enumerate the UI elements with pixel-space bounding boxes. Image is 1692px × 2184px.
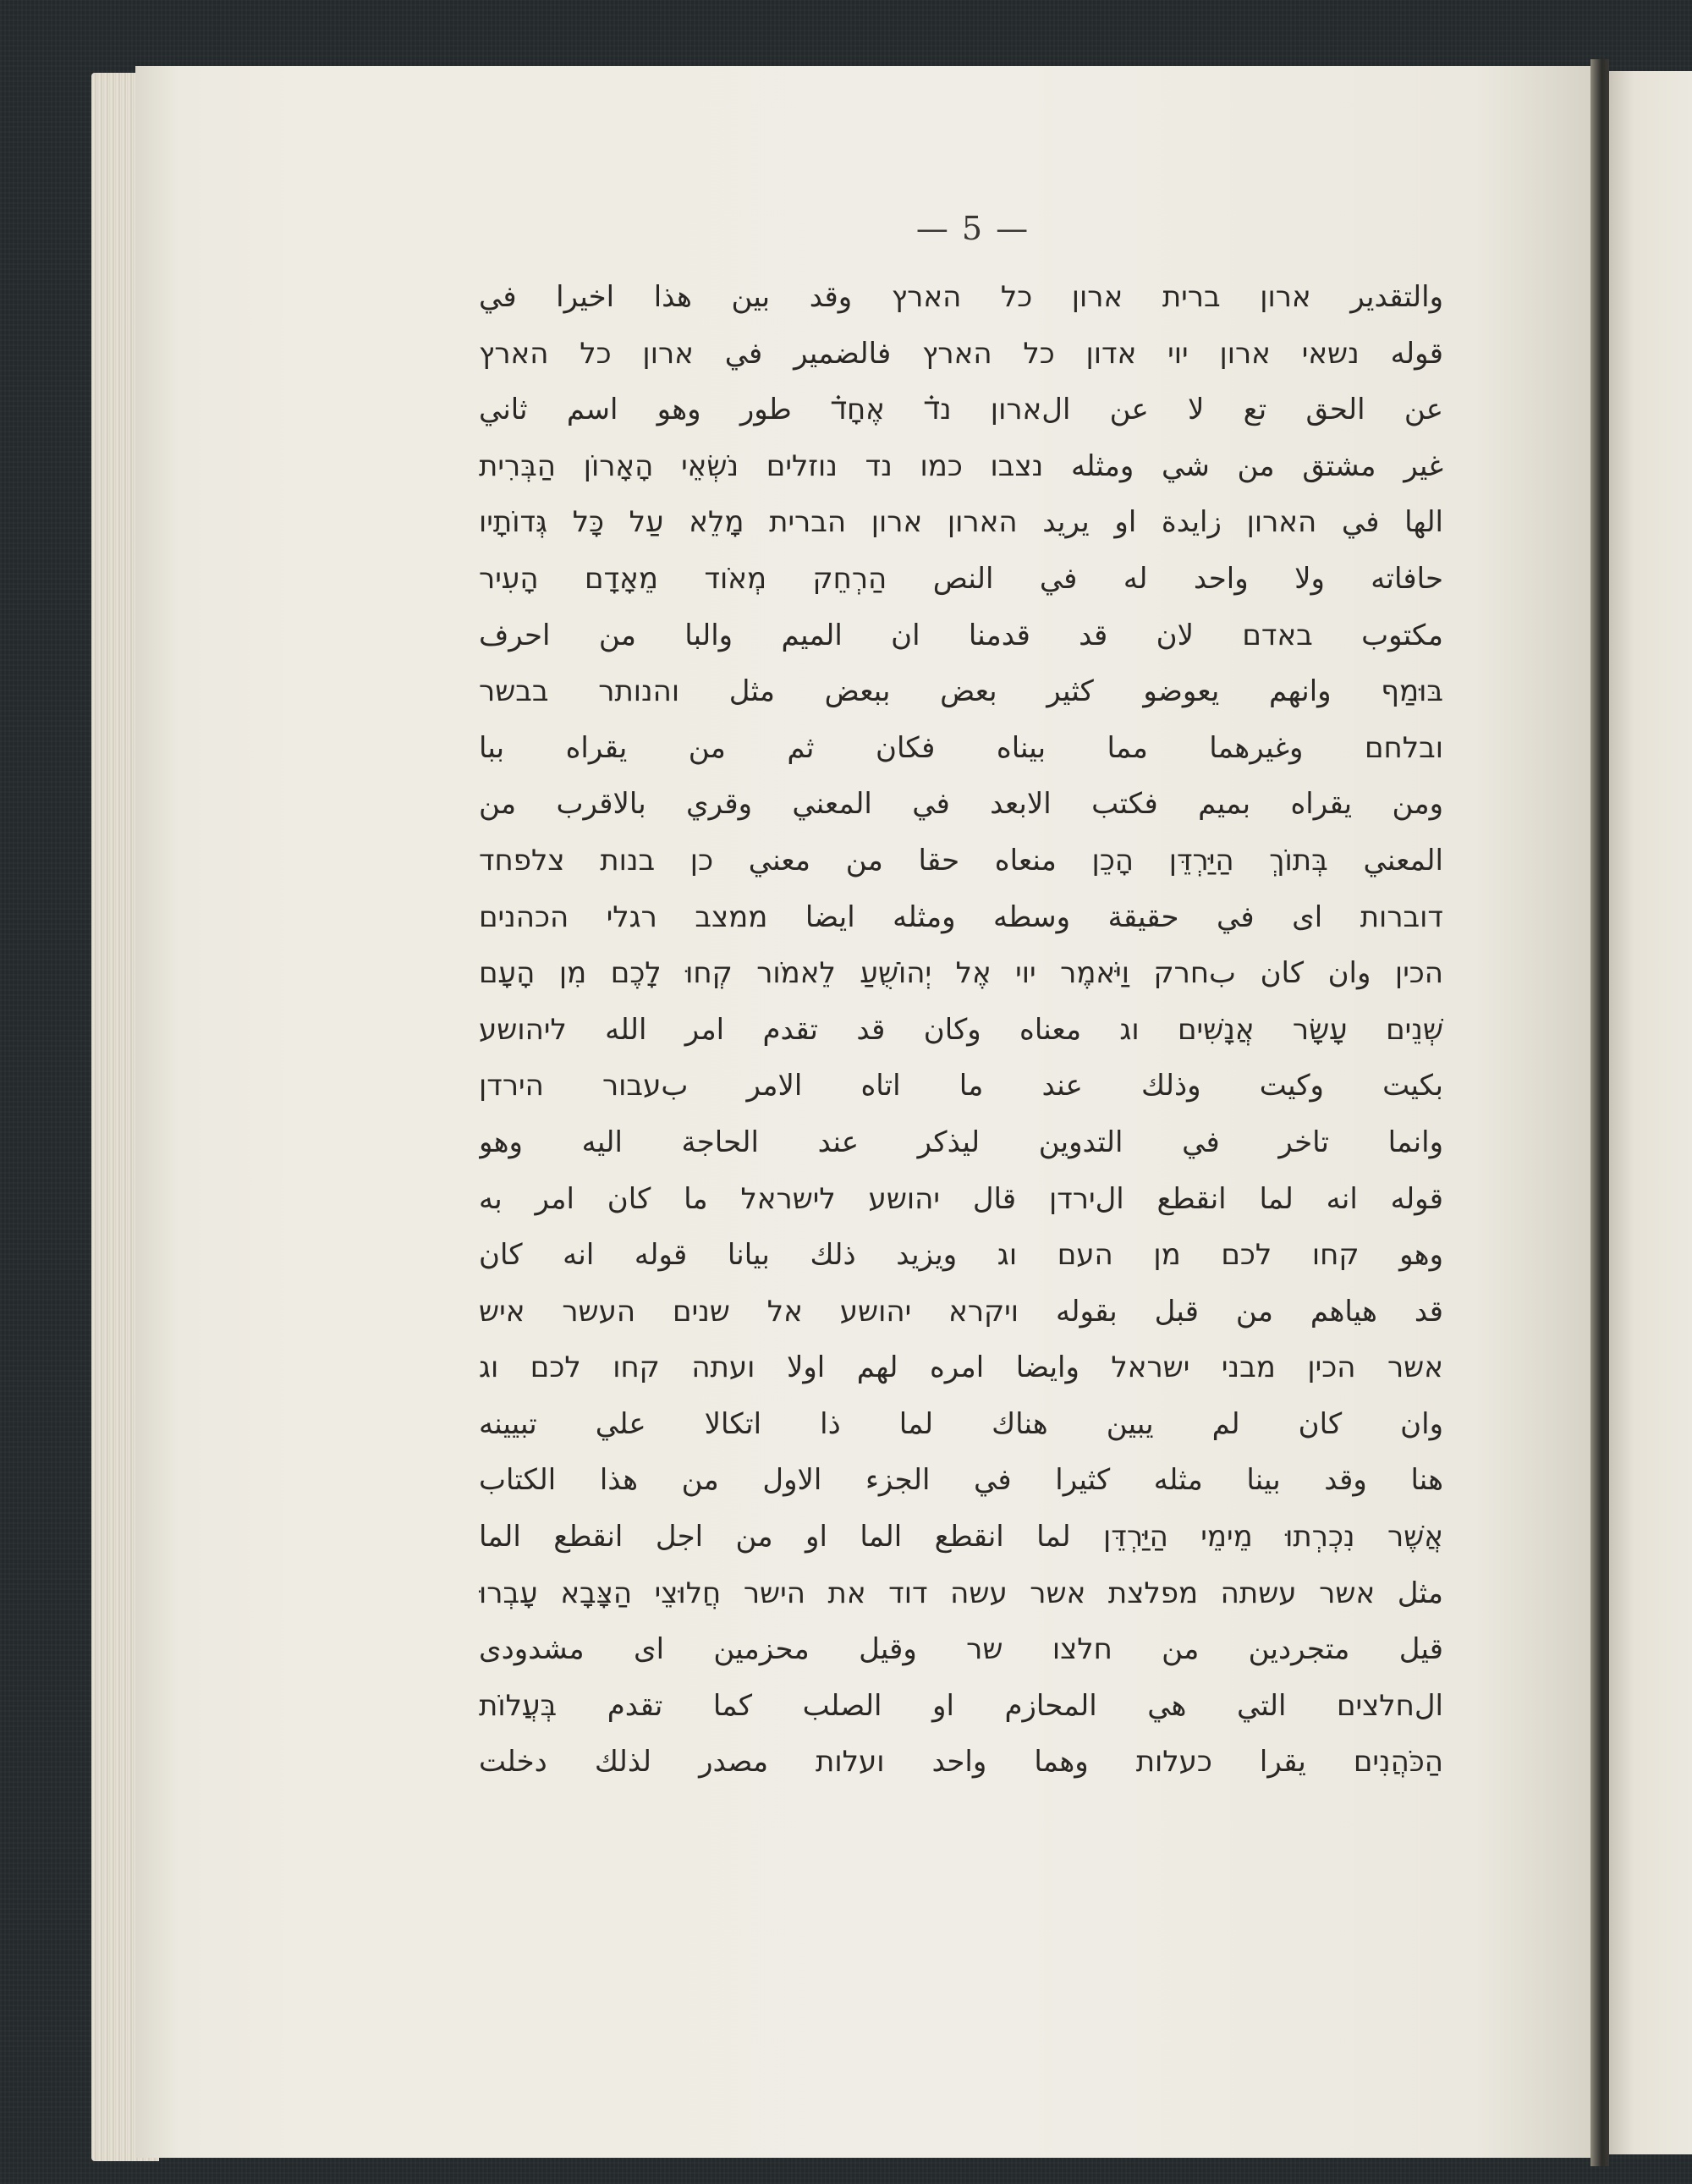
book-gutter (1590, 59, 1609, 2166)
facing-page-edge (1609, 71, 1692, 2154)
text-line: مكتوب באדם لان قد قدمنا ان الميم والبا من احرف (479, 618, 1443, 652)
page-number: — 5 — (915, 210, 1030, 247)
text-line: قيل متجردين من חלצו שר وقيل محزمين اى مشدودى (479, 1632, 1443, 1667)
text-line: وانما تاخر في التدوين ليذكر عند الحاجة اليه وهو (479, 1125, 1443, 1159)
text-line: בּוּמַף وانهم يعوضو كثير بعض ببعض مثل והנותר בבשר (479, 674, 1443, 709)
text-line: אֲשֶׁר נִכְרְתוּ מֵימֵי הַיַּרְדֵּן لما انقطع الما او من اجل انقطع الما (479, 1520, 1443, 1554)
text-line: هنا وقد بينا مثله كثيرا في الجزء الاول من هذا الكتاب (479, 1463, 1443, 1498)
text-line: المعني בְּתוֹךְ הַיַּרְדֵּן הָכֵן منعاه حقا من معني כן בנות צלפחד (479, 843, 1443, 877)
text-line: الחלצים التي هي المحازم او الصلب كما تقدم בְּעֲלוֹת (479, 1688, 1443, 1723)
text-line: والتقدير ארון ברית ארון כל הארץ وقد بين هذا اخيرا في (479, 280, 1443, 314)
text-line: غير مشتق من شي ومثله נצבו כמו נד נוזלים נֹשְׂאֵי הָאָרוֹן הַבְּרִית (479, 448, 1443, 483)
text-line: אשר הכין מבני ישראל وايضا امره لهم اولا ועתה קחו לכם וג (479, 1351, 1443, 1385)
text-line: הַכֹּהֲנִים يقرا כעלות وهما واحد ועלות مصدر لذلك دخلت (479, 1745, 1443, 1780)
text-line: ובלחם وغيرهما مما بيناه فكان ثم من يقراه ببا (479, 730, 1443, 765)
text-line: عن الحق تع لا عن الארון נד֗ אֶחָד֗ طور وهو اسم ثاني (479, 393, 1443, 427)
text-block (479, 269, 1443, 1791)
text-line: بكيت وكيت وذلك عند ما اتاه الامر بעבור הירדן (479, 1069, 1443, 1103)
text-line: حافاته ولا واحد له في النص הַרְחֵק מְאֹוד מֵאָדָם הָעִיר (479, 561, 1443, 596)
text-line: שְׁנֵים עָשָׂר אֲנָשִׁים וג معناه وكان قد تقدم امر الله ליהושע (479, 1012, 1443, 1047)
text-line: הכין وان كان بחרק וַיֹּאמֶר יוי אֶל יְהוֹשֻׁעַ לֵאמֹור קְחוּ לָכֶם מִן הָעָם (479, 956, 1443, 991)
text-line: قد هياهم من قبل بقوله ויקרא יהושע אל שנים העשר איש (479, 1294, 1443, 1329)
text-line: דוברות اى في حقيقة وسطه ومثله ايضا ממצב רגלי הכהנים (479, 899, 1443, 934)
text-line: الها في הארון زايدة او يريد הארון ארון הברית מָלֵא עַל כָּל גְּדוֹתָיו (479, 505, 1443, 540)
text-line: وهو קחו לכם מן העם וג ويزيد ذلك بيانا قوله انه كان (479, 1238, 1443, 1273)
text-line: ومن يقراه بميم فكتب الابعد في المعني وقري بالاقرب من (479, 787, 1443, 822)
text-line: قوله انه لما انقطع الירדן قال יהושע לישראל ما كان امر به (479, 1181, 1443, 1216)
text-line: مثل אשר עשתה מפלצת אשר עשה דוד את הישר חֲלוּצֵי הַצָּבָא עָבְרוּ (479, 1576, 1443, 1610)
text-line: وان كان لم يبين هناك لما ذا اتكالا علي تبيينه (479, 1406, 1443, 1441)
text-line: قوله נשאי ארון יוי אדון כל הארץ فالضمير في ארון כל הארץ (479, 336, 1443, 371)
